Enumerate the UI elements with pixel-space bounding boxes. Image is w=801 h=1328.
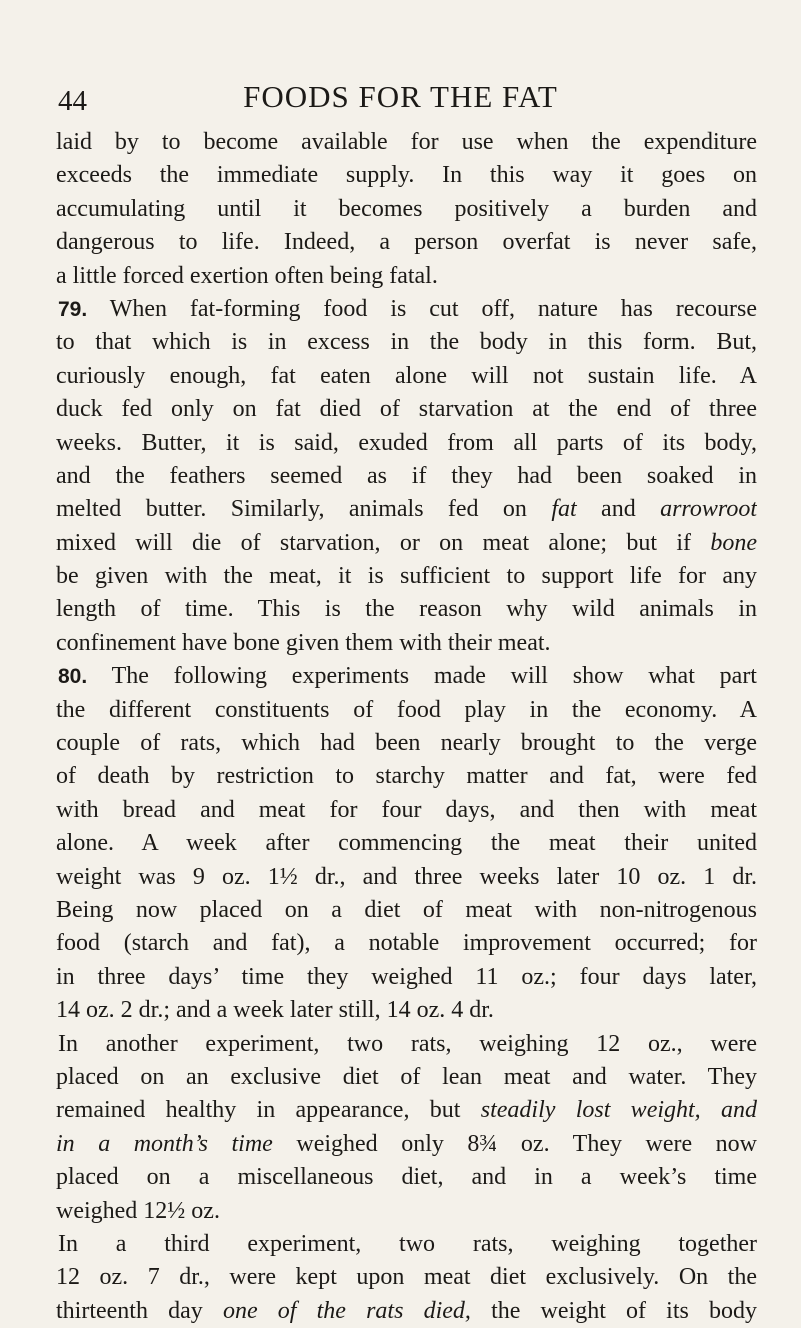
text-line: food (starch and fat), a notable improvement occurred; for — [56, 930, 757, 957]
text-line: in a month’s time weighed only 8¾ oz. They were now — [56, 1130, 757, 1157]
running-head — [40, 80, 761, 120]
italic-phrase: one of the rats died, — [222, 1297, 471, 1324]
text-line: length of time. This is the reason why wild animals in — [56, 596, 757, 623]
text-line: weighed 12½ oz. — [56, 1197, 220, 1224]
text-line: mixed will die of starvation, or on meat alone; but if bone — [56, 529, 757, 556]
text-line: with bread and meat for four days, and then with meat — [56, 796, 757, 823]
text-line: thirteenth day one of the rats died, the weight of its body — [56, 1297, 757, 1324]
text-line: curiously enough, fat eaten alone will not sustain life. A — [56, 362, 757, 389]
paragraph-80-start: 80. The following experiments made will show what part — [58, 663, 757, 690]
text-line: accumulating until it becomes positively a burden and — [56, 195, 757, 222]
text-line: In a third experiment, two rats, weighing together — [58, 1230, 757, 1257]
italic-phrase: bone — [710, 529, 757, 556]
text-line: to that which is in excess in the body in this form. But, — [56, 329, 757, 356]
text-line: Being now placed on a diet of meat with non-nitrogenous — [56, 896, 757, 923]
text-line: placed on a miscellaneous diet, and in a week’s time — [56, 1164, 757, 1191]
paragraph-79-start: 79. When fat-forming food is cut off, nature has recourse — [58, 295, 757, 322]
italic-phrase: arrowroot — [660, 496, 757, 523]
text-line: melted butter. Similarly, animals fed on fat and arrowroot — [56, 496, 757, 523]
text-line: dangerous to life. Indeed, a person overfat is never safe, — [56, 229, 757, 256]
text-line: weight was 9 oz. 1½ dr., and three weeks later 10 oz. 1 dr. — [56, 863, 757, 890]
italic-phrase: in a month’s time — [56, 1130, 273, 1157]
text-line: a little forced exertion often being fatal. — [56, 262, 438, 289]
text-line: couple of rats, which had been nearly brought to the verge — [56, 730, 757, 757]
text-line: in three days’ time they weighed 11 oz.; four days later, — [56, 963, 757, 990]
italic-phrase: steadily lost weight, and — [480, 1097, 757, 1124]
page-number: 44 — [58, 85, 87, 117]
text-line: remained healthy in appearance, but steadily lost weight, and — [56, 1097, 757, 1124]
text-line: duck fed only on fat died of starvation at the end of three — [56, 396, 757, 423]
text-line: weeks. Butter, it is said, exuded from all parts of its body, — [56, 429, 757, 456]
text-line: confinement have bone given them with their meat. — [56, 629, 551, 656]
paragraph-number: 80. — [58, 665, 88, 689]
text-line: 12 oz. 7 dr., were kept upon meat diet exclusively. On the — [56, 1264, 757, 1291]
text-line: and the feathers seemed as if they had been soaked in — [56, 462, 757, 489]
italic-phrase: fat — [551, 496, 577, 523]
body-text — [56, 126, 757, 1328]
text-line: of death by restriction to starchy matter and fat, were fed — [56, 763, 757, 790]
text-line: placed on an exclusive diet of lean meat and water. They — [56, 1063, 757, 1090]
text-line: exceeds the immediate supply. In this way it goes on — [56, 162, 757, 189]
text-line: laid by to become available for use when the expenditure — [56, 129, 757, 155]
text-line: alone. A week after commencing the meat their united — [56, 830, 757, 857]
text-line: In another experiment, two rats, weighing 12 oz., were — [58, 1030, 757, 1057]
text-line: the different constituents of food play in the economy. A — [56, 696, 757, 723]
running-title: FOODS FOR THE FAT — [243, 79, 558, 114]
text-line: 14 oz. 2 dr.; and a week later still, 14 oz. 4 dr. — [56, 997, 494, 1024]
paragraph-number: 79. — [58, 297, 88, 321]
text-line: be given with the meat, it is sufficient to support life for any — [56, 563, 757, 590]
